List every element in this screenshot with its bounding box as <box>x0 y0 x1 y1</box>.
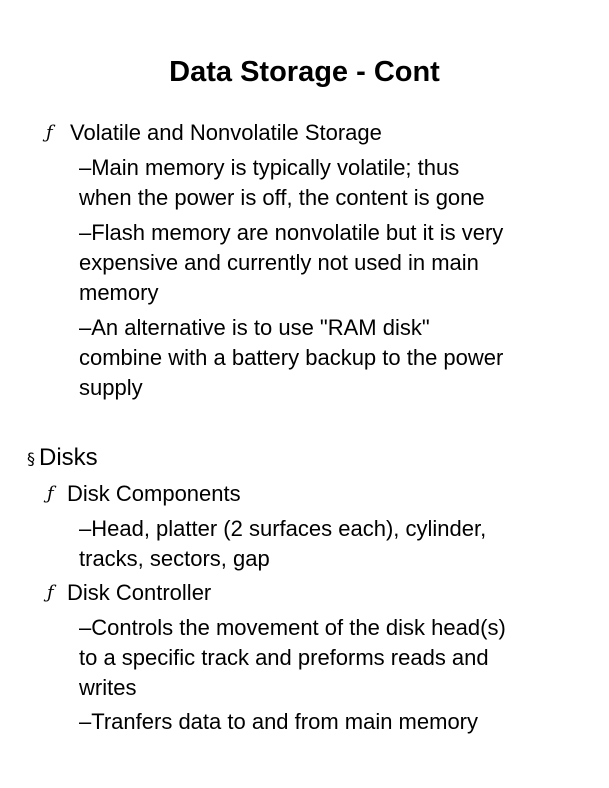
disk-controller-heading: Disk Controller <box>67 580 212 605</box>
section1-item3-line2: combine with a battery backup to the power <box>79 345 504 370</box>
section1-item1-line1: –Main memory is typically volatile; thus <box>79 155 460 180</box>
disk-components-item1-line1: –Head, platter (2 surfaces each), cylinder, <box>79 516 487 541</box>
section1-item2-line2: expensive and currently not used in main <box>79 250 479 275</box>
section2-heading: Disks <box>39 444 98 471</box>
disk-controller-item1-line3: writes <box>79 675 137 700</box>
section1-item1-line2: when the power is off, the content is gone <box>79 185 485 210</box>
disk-components-heading: Disk Components <box>67 481 241 506</box>
disk-controller-item2-line1: –Tranfers data to and from main memory <box>79 709 479 734</box>
section1-item3-line3: supply <box>79 375 143 400</box>
disk-controller-item1-line1: –Controls the movement of the disk head(s) <box>79 615 506 640</box>
sub-bullet-icon: ƒ <box>47 582 54 603</box>
section1-item2-line3: memory <box>79 280 159 305</box>
section1-heading: Volatile and Nonvolatile Storage <box>70 120 382 145</box>
disk-controller-item1-line2: to a specific track and preforms reads and <box>79 645 489 670</box>
section1-item2-line1: –Flash memory are nonvolatile but it is very <box>79 220 504 245</box>
disk-components-item1-line2: tracks, sectors, gap <box>79 546 270 571</box>
section1-item3-line1: –An alternative is to use "RAM disk" <box>79 315 430 340</box>
sub-bullet-icon: ƒ <box>46 122 53 143</box>
main-bullet-icon: § <box>27 449 35 468</box>
sub-bullet-icon: ƒ <box>47 483 54 504</box>
slide-title: Data Storage - Cont <box>169 56 440 88</box>
